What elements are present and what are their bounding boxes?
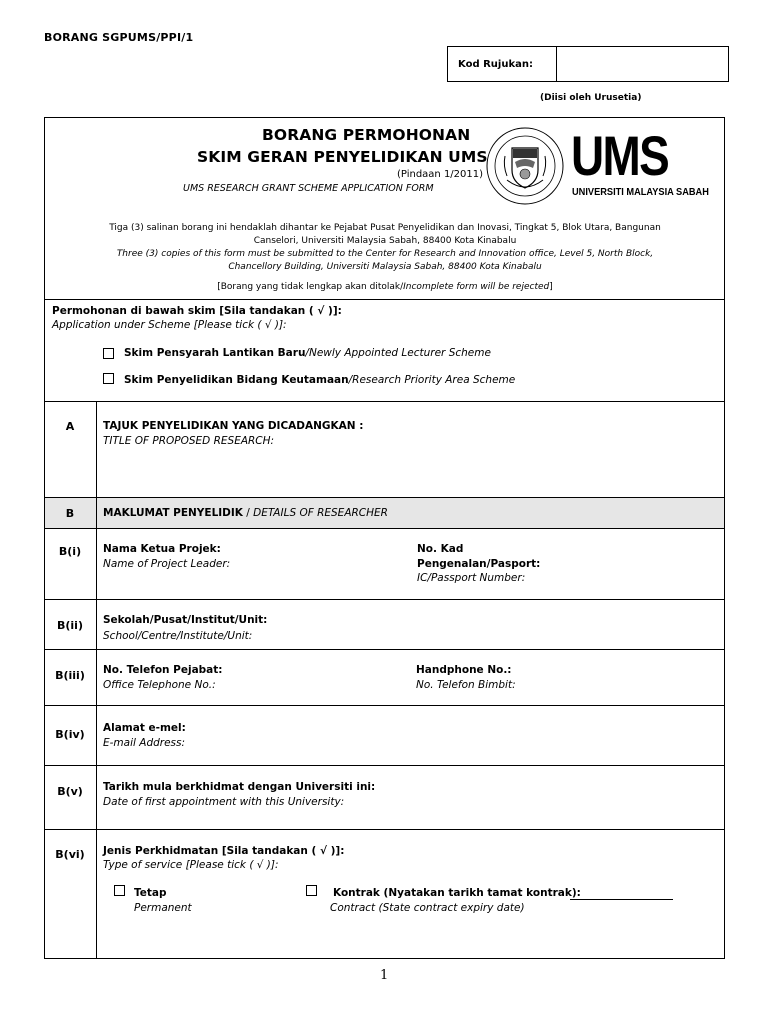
scheme-checkbox-priority-area[interactable]	[103, 373, 114, 384]
school-label-ms: Sekolah/Pusat/Institut/Unit:	[103, 614, 268, 626]
incomplete-form-note	[50, 282, 720, 292]
handphone-label-en: No. Telefon Bimbit:	[416, 679, 516, 691]
office-phone-label-en: Office Telephone No.:	[103, 679, 216, 691]
divider	[44, 705, 725, 706]
ic-label-ms-1: No. Kad	[417, 543, 464, 555]
note-ms: [Borang yang tidak lengkap akan ditolak/	[217, 282, 404, 292]
section-a-title-en: TITLE OF PROPOSED RESEARCH:	[103, 435, 275, 447]
kod-rujukan-field[interactable]	[557, 47, 728, 81]
divider	[44, 299, 725, 300]
ic-label-ms-2: Pengenalan/Pasport:	[417, 558, 541, 570]
scheme-checkbox-new-lecturer[interactable]	[103, 348, 114, 359]
appointment-date-label-en: Date of first appointment with this University:	[103, 796, 345, 808]
contract-expiry-date-field[interactable]	[570, 899, 673, 900]
research-title-field[interactable]	[103, 452, 718, 494]
university-seal-icon	[485, 126, 565, 206]
divider	[44, 401, 725, 402]
scheme-option-1-en: /Newly Appointed Lecturer Scheme	[305, 347, 491, 359]
section-a-title-ms: TAJUK PENYELIDIKAN YANG DICADANGKAN :	[103, 420, 364, 432]
page-number: 1	[380, 968, 389, 983]
kod-rujukan-box	[447, 46, 729, 82]
service-contract-en: Contract (State contract expiry date)	[330, 902, 525, 914]
ums-logo-subtitle: UNIVERSITI MALAYSIA SABAH	[572, 186, 709, 198]
email-label-ms: Alamat e-mel:	[103, 722, 186, 734]
row-code: B(v)	[57, 785, 83, 798]
ums-logo-letters: UMS	[571, 124, 669, 187]
kod-rujukan-label: Kod Rujukan:	[448, 47, 557, 81]
school-label-en: School/Centre/Institute/Unit:	[103, 630, 253, 642]
scheme-option-2	[124, 374, 515, 386]
form-title-english: UMS RESEARCH GRANT SCHEME APPLICATION FORM	[183, 183, 434, 194]
label-column-divider	[96, 401, 97, 958]
note-en: Incomplete form will be rejected	[403, 282, 550, 292]
section-b-title-ms: MAKLUMAT PENYELIDIK	[103, 507, 243, 519]
form-title-line2: SKIM GERAN PENYELIDIKAN UMS	[197, 148, 488, 166]
instruction-ms-line1: Tiga (3) salinan borang ini hendaklah dihantar ke Pejabat Pusat Penyelidikan dan Inovasi, Tingkat 5, Blok Utara, Bangunan	[109, 223, 661, 233]
section-b-title-en: DETAILS OF RESEARCHER	[253, 507, 388, 519]
row-code: B(iii)	[55, 669, 85, 682]
secretariat-note: (Diisi oleh Urusetia)	[540, 93, 642, 103]
divider	[44, 765, 725, 766]
scheme-option-2-en: /Research Priority Area Scheme	[348, 374, 516, 386]
divider	[44, 649, 725, 650]
appointment-date-label-ms: Tarikh mula berkhidmat dengan Universiti ini:	[103, 781, 376, 793]
form-code: BORANG SGPUMS/PPI/1	[44, 31, 194, 44]
service-type-label-ms: Jenis Perkhidmatan [Sila tandakan ( √ )]:	[103, 845, 345, 857]
divider	[44, 829, 725, 830]
service-permanent-en: Permanent	[134, 902, 192, 914]
row-code: B(vi)	[55, 848, 85, 861]
section-a-code: A	[65, 420, 75, 433]
service-checkbox-contract[interactable]	[306, 885, 317, 896]
service-permanent-ms: Tetap	[134, 887, 167, 899]
amendment-note: (Pindaan 1/2011)	[397, 169, 484, 180]
instruction-en-line2: Chancellory Building, Universiti Malaysia Sabah, 88400 Kota Kinabalu	[228, 262, 542, 272]
instruction-en-line1: Three (3) copies of this form must be submitted to the Center for Research and Innovation office, Level 5, North Block,	[116, 249, 654, 259]
form-title-line1: BORANG PERMOHONAN	[262, 126, 471, 144]
scheme-label-en: Application under Scheme [Please tick ( √ )]:	[52, 319, 287, 331]
divider	[44, 528, 725, 529]
service-contract-ms: Kontrak (Nyatakan tarikh tamat kontrak):	[333, 887, 581, 899]
row-code: B(iv)	[55, 728, 85, 741]
office-phone-label-ms: No. Telefon Pejabat:	[103, 664, 223, 676]
service-type-label-en: Type of service [Please tick ( √ )]:	[103, 859, 279, 871]
handphone-label-ms: Handphone No.:	[416, 664, 512, 676]
section-b-title	[103, 507, 388, 519]
section-b-code: B	[65, 507, 75, 520]
service-checkbox-permanent[interactable]	[114, 885, 125, 896]
section-b-title-sep: /	[242, 507, 254, 519]
note-end: ]	[549, 282, 553, 292]
scheme-option-1-ms: Skim Pensyarah Lantikan Baru	[124, 347, 306, 359]
scheme-label-ms: Permohonan di bawah skim [Sila tandakan ( √ )]:	[52, 305, 342, 317]
instruction-ms-line2: Canselori, Universiti Malaysia Sabah, 88400 Kota Kinabalu	[253, 236, 517, 246]
row-code: B(ii)	[57, 619, 83, 632]
project-leader-label-ms: Nama Ketua Projek:	[103, 543, 221, 555]
divider	[44, 599, 725, 600]
row-code: B(i)	[58, 545, 82, 558]
email-label-en: E-mail Address:	[103, 737, 186, 749]
scheme-option-1	[124, 347, 491, 359]
scheme-option-2-ms: Skim Penyelidikan Bidang Keutamaan	[124, 374, 349, 386]
ic-label-en: IC/Passport Number:	[417, 572, 526, 584]
project-leader-label-en: Name of Project Leader:	[103, 558, 231, 570]
